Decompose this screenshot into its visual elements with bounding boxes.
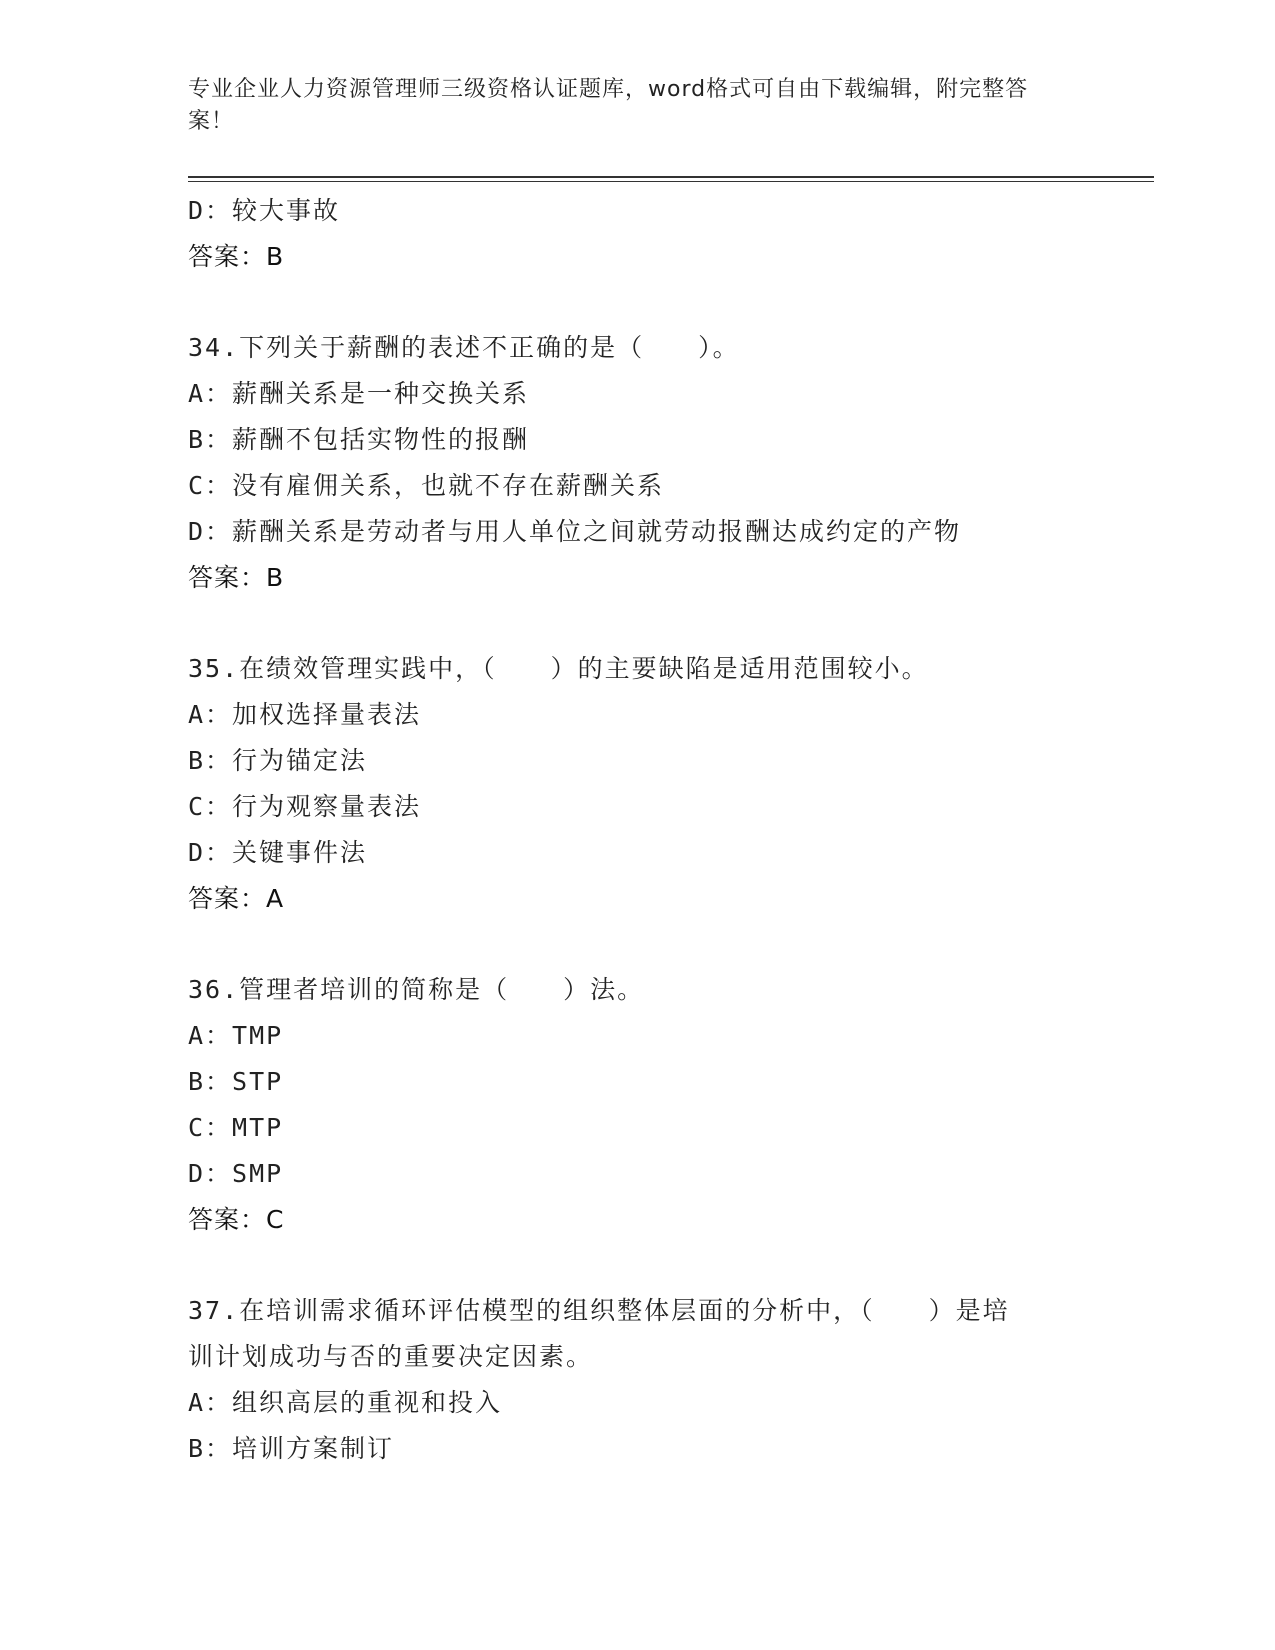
question-stem-line-2: 训计划成功与否的重要决定因素。 bbox=[188, 1342, 594, 1371]
option-c: C：行为观察量表法 bbox=[188, 792, 422, 821]
option-a: A：TMP bbox=[188, 1021, 284, 1050]
option-d: D：薪酬关系是劳动者与用人单位之间就劳动报酬达成约定的产物 bbox=[188, 517, 962, 546]
option-a: A：薪酬关系是一种交换关系 bbox=[188, 379, 530, 408]
answer-line: 答案：A bbox=[188, 884, 285, 913]
answer-line: 答案：B bbox=[188, 242, 285, 271]
question-stem-line-1: 37.在培训需求循环评估模型的组织整体层面的分析中，（ ）是培 bbox=[188, 1296, 1010, 1325]
question-stem: 35.在绩效管理实践中，（ ）的主要缺陷是适用范围较小。 bbox=[188, 654, 929, 683]
option-c: C：MTP bbox=[188, 1113, 284, 1142]
question-stem: 36.管理者培训的简称是（ ）法。 bbox=[188, 975, 645, 1004]
document-header: 专业企业人力资源管理师三级资格认证题库，word格式可自由下载编辑，附完整答案！ bbox=[188, 77, 1029, 134]
option-d: D：较大事故 bbox=[188, 196, 341, 225]
option-c: C：没有雇佣关系，也就不存在薪酬关系 bbox=[188, 471, 665, 500]
option-b: B：STP bbox=[188, 1067, 284, 1096]
question-34 bbox=[188, 325, 1148, 601]
option-d: D：关键事件法 bbox=[188, 838, 368, 867]
option-b: B：薪酬不包括实物性的报酬 bbox=[188, 425, 530, 454]
question-list bbox=[188, 188, 1148, 1472]
question-stem: 34.下列关于薪酬的表述不正确的是（ ）。 bbox=[188, 333, 740, 362]
option-b: B：培训方案制订 bbox=[188, 1434, 395, 1463]
header-divider bbox=[188, 176, 1154, 178]
question-35 bbox=[188, 646, 1148, 922]
answer-line: 答案：B bbox=[188, 563, 285, 592]
option-a: A：加权选择量表法 bbox=[188, 700, 422, 729]
question-37 bbox=[188, 1288, 1148, 1472]
option-d: D：SMP bbox=[188, 1159, 284, 1188]
option-a: A：组织高层的重视和投入 bbox=[188, 1388, 503, 1417]
question-36 bbox=[188, 967, 1148, 1243]
header-divider-thin bbox=[188, 181, 1154, 182]
option-b: B：行为锚定法 bbox=[188, 746, 368, 775]
answer-line: 答案：C bbox=[188, 1205, 285, 1234]
